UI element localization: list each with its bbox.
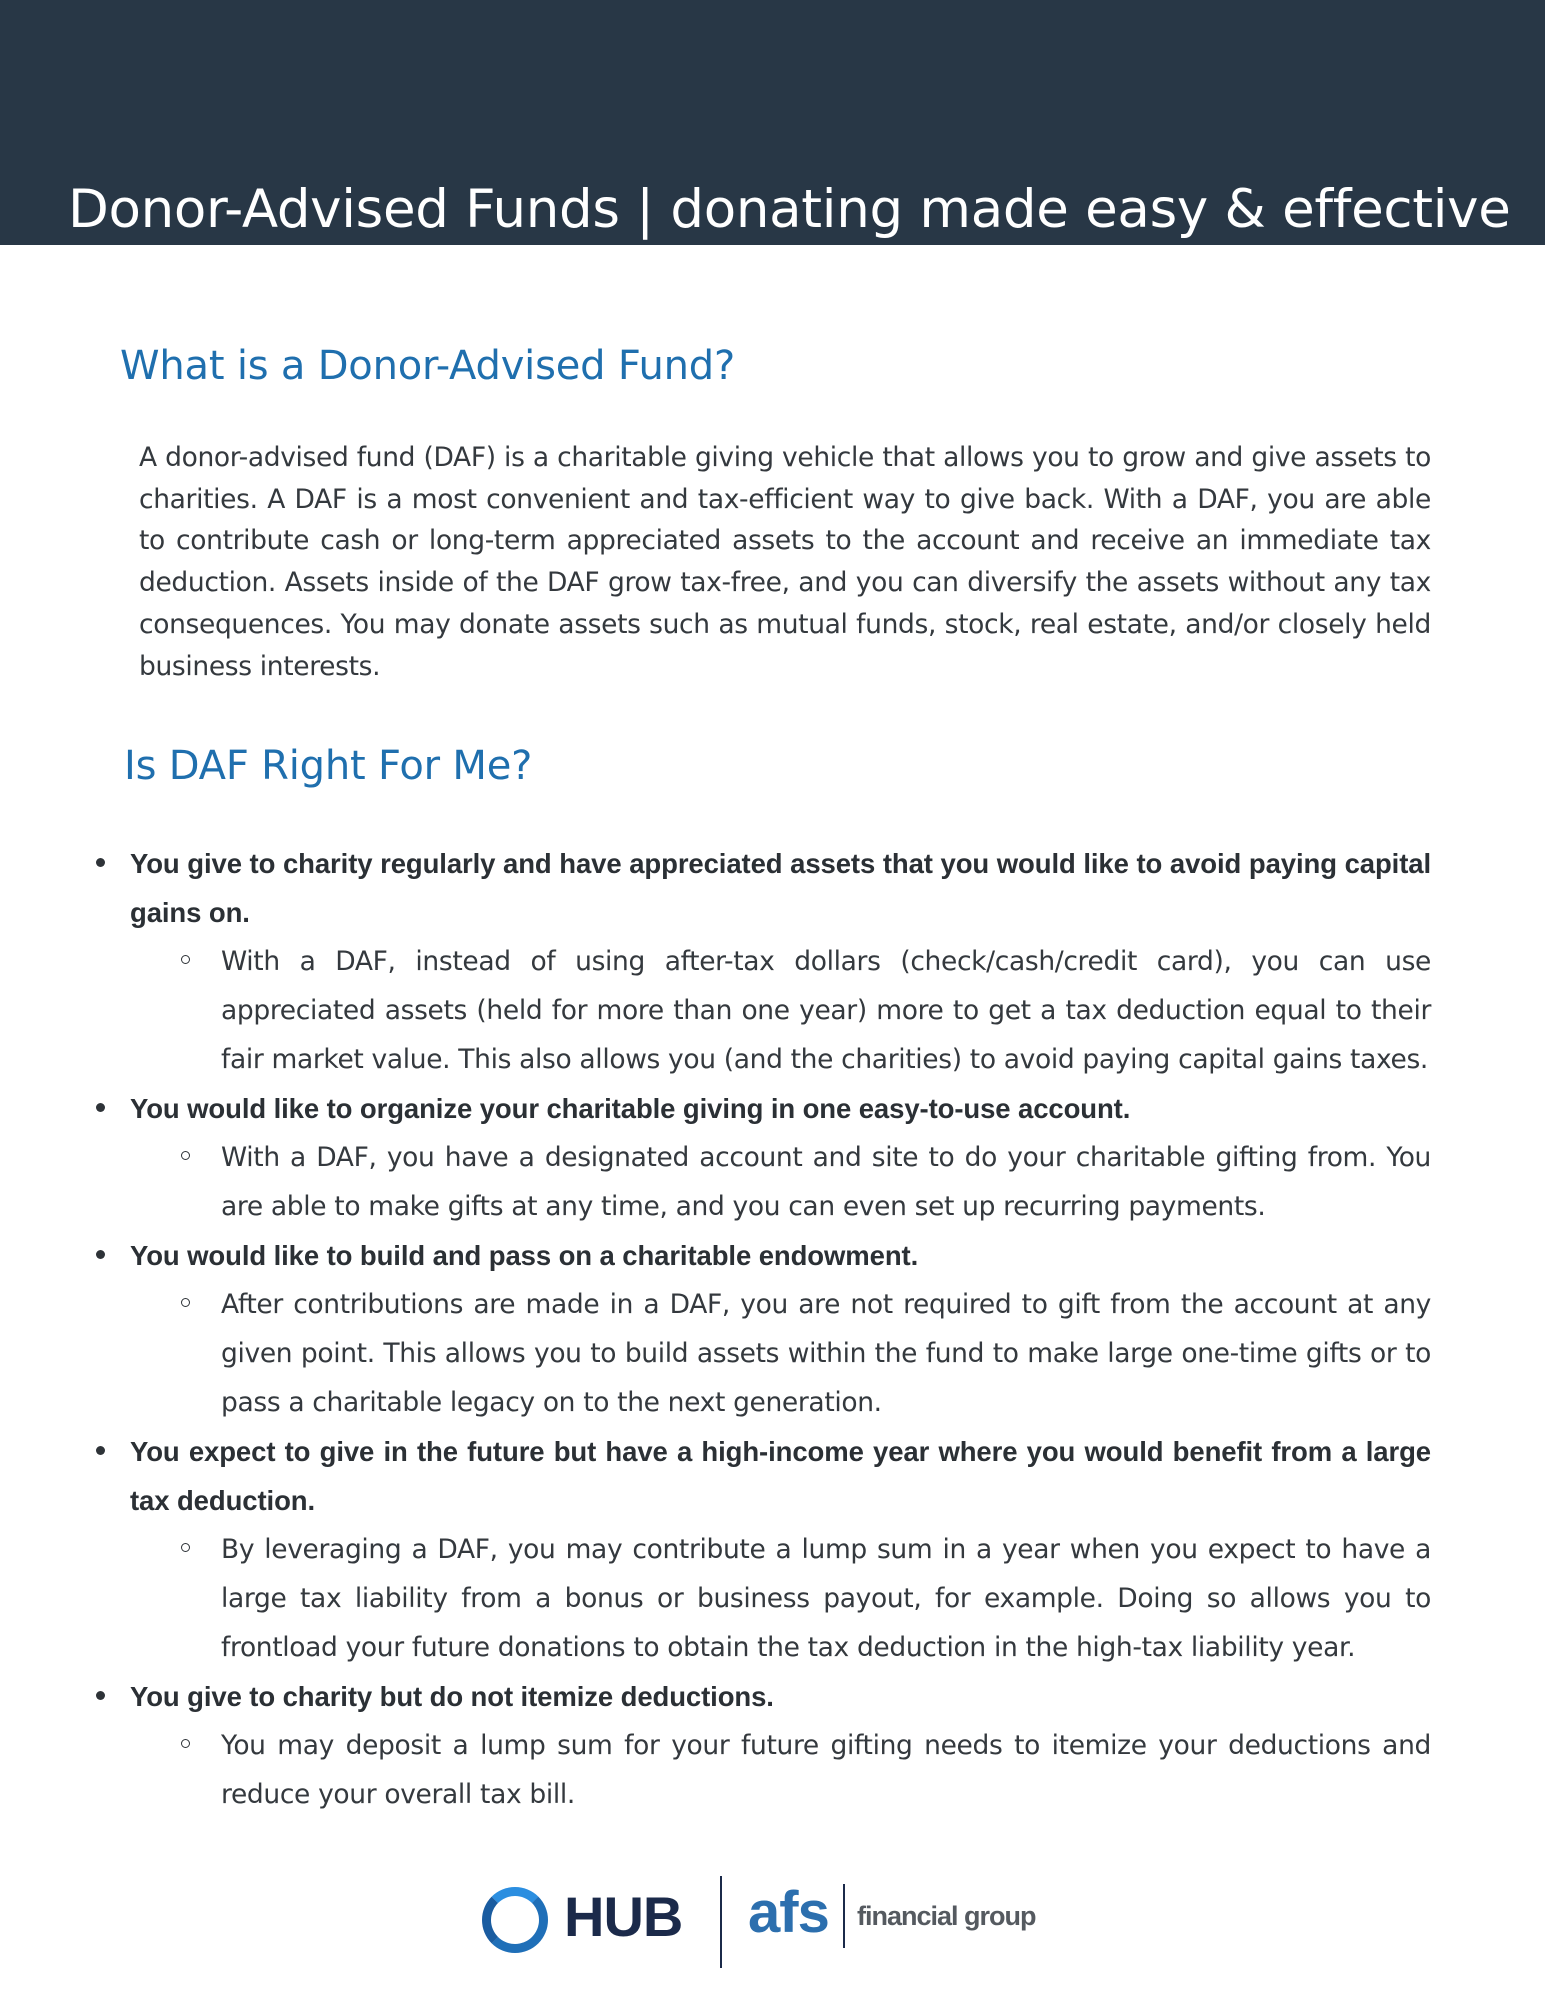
list-item [94,1231,1431,1427]
daf-criteria-list [94,839,1431,1819]
bullet-icon [96,1103,105,1112]
bullet-icon [96,1691,105,1700]
bullet-icon [96,1446,105,1455]
hub-logo-text: HUB [564,1885,683,1948]
criteria-detail-text: After contributions are made in a DAF, you are not required to gift from the account at any given point. This allows you to build assets within the fund to make large one-time gifts or to pass a charitable legacy on to the next generation. [221,1289,1431,1418]
bullet-icon [96,1250,105,1259]
list-item [94,1084,1431,1231]
logo-divider [720,1876,722,1968]
list-item [94,1427,1431,1672]
logo-divider [843,1884,845,1948]
criteria-title: You give to charity but do not itemize deductions. [130,1681,774,1712]
page-title: Donor-Advised Funds | donating made easy & effective [68,179,1511,240]
hollow-bullet-icon [181,1543,190,1552]
financial-group-text: financial group [857,1901,1036,1931]
hollow-bullet-icon [181,955,190,964]
hollow-bullet-icon [181,1298,190,1307]
criteria-title: You would like to organize your charitable giving in one easy-to-use account. [130,1093,1131,1124]
criteria-detail [181,1721,1431,1819]
criteria-detail [181,1525,1431,1672]
footer-logos [480,1870,1040,1970]
header-banner [0,0,1545,245]
criteria-detail-text: By leveraging a DAF, you may contribute a lump sum in a year when you expect to have a large tax liability from a bonus or business payout, for example. Doing so allows you to frontload your future donations to obtain the tax deduction in the high-tax liability year. [221,1534,1431,1663]
hollow-bullet-icon [181,1739,190,1748]
afs-logo-text: afs [748,1880,829,1945]
criteria-detail-text: You may deposit a lump sum for your future gifting needs to itemize your deductions and reduce your overall tax bill. [221,1730,1431,1810]
what-is-daf-heading: What is a Donor-Advised Fund? [120,343,735,389]
bullet-icon [96,858,105,867]
hub-ring-logo-icon [482,1887,548,1953]
daf-definition-paragraph: A donor-advised fund (DAF) is a charitable giving vehicle that allows you to grow and give assets to charities. A DAF is a most convenient and tax-efficient way to give back. With a DAF, you are able to contribute cash or long-term appreciated assets to the account and receive an immediate tax deduction. Assets inside of the DAF grow tax-free, and you can diversify the assets without any tax consequences. You may donate assets such as mutual funds, stock, real estate, and/or closely held business interests. [139,442,1431,682]
criteria-title: You would like to build and pass on a charitable endowment. [130,1240,919,1271]
criteria-detail-text: With a DAF, you have a designated account and site to do your charitable gifting from. You are able to make gifts at any time, and you can even set up recurring payments. [221,1142,1431,1222]
is-daf-right-heading: Is DAF Right For Me? [124,743,533,789]
criteria-detail-text: With a DAF, instead of using after-tax dollars (check/cash/credit card), you can use appreciated assets (held for more than one year) more to get a tax deduction equal to their fair market value. This also allows you (and the charities) to avoid paying capital gains taxes. [221,946,1431,1075]
criteria-detail [181,1133,1431,1231]
list-item [94,1672,1431,1819]
criteria-detail [181,937,1431,1084]
criteria-title: You give to charity regularly and have appreciated assets that you would like to avoid paying capital gains on. [130,848,1431,928]
list-item [94,839,1431,1084]
criteria-detail [181,1280,1431,1427]
criteria-title: You expect to give in the future but have a high-income year where you would benefit from a large tax deduction. [130,1436,1431,1516]
hollow-bullet-icon [181,1151,190,1160]
